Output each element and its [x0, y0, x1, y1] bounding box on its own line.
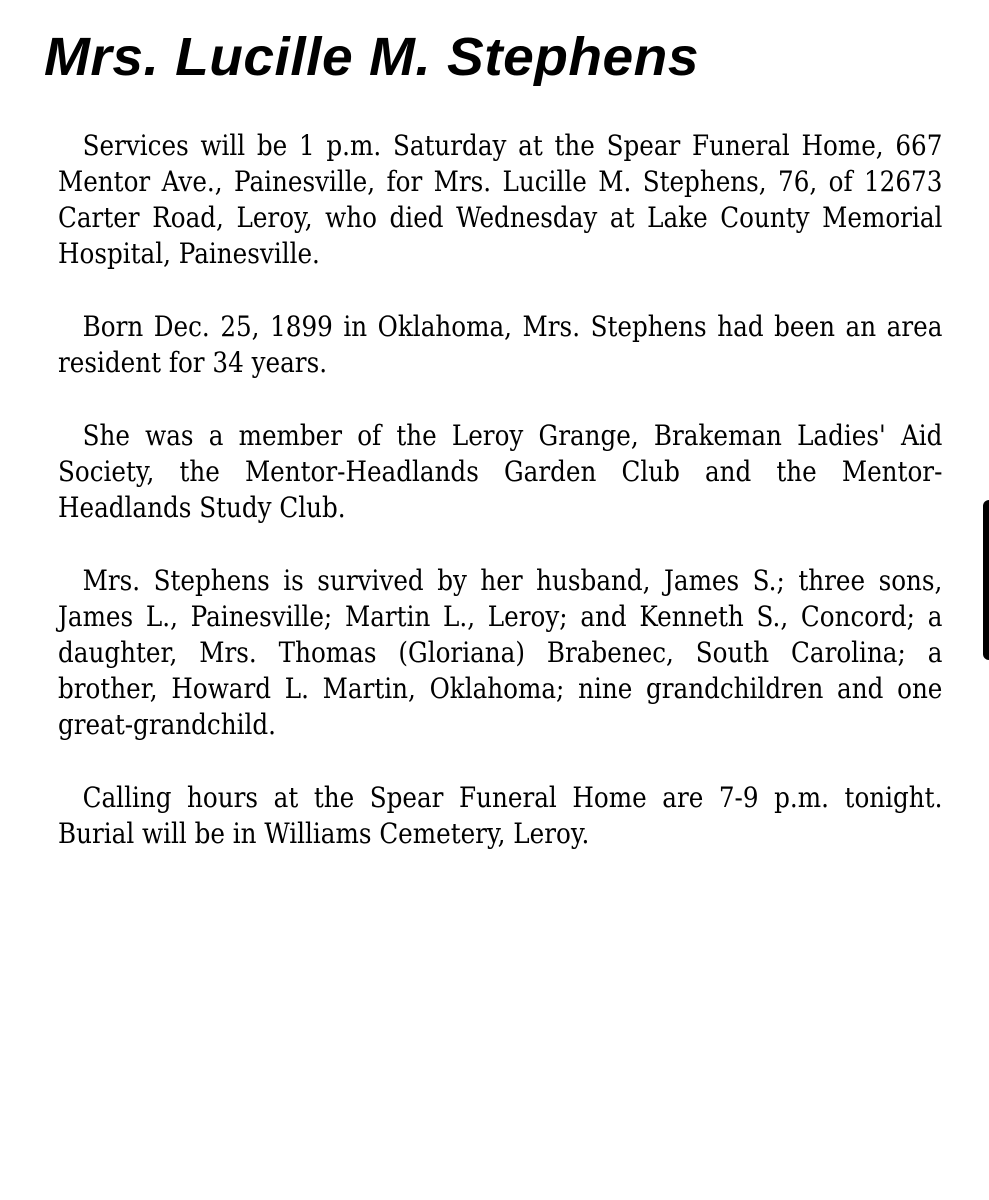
- birth-paragraph: Born Dec. 25, 1899 in Oklahoma, Mrs. Stephens had been an area resident for 34 years.: [58, 310, 943, 379]
- memberships-paragraph: She was a member of the Leroy Grange, Brakeman Ladies' Aid Society, the Mentor-Headlands Garden Club and the Mentor-Headlands Study Club.: [58, 419, 943, 524]
- obituary-headline: Mrs. Lucille M. Stephens: [44, 27, 699, 87]
- survivors-paragraph: Mrs. Stephens is survived by her husband, James S.; three sons, James L., Painesville; Martin L., Leroy; and Kenneth S., Concord; a daughter, Mrs. Thomas (Gloriana) Brabenec, South Carolina; a brother, Howard L. Martin, Oklahoma; nine grandchildren and one great-grandchild.: [58, 564, 943, 741]
- calling-hours-paragraph: Calling hours at the Spear Funeral Home are 7-9 p.m. tonight. Burial will be in Williams Cemetery, Leroy.: [58, 781, 943, 850]
- scan-edge-mark: [983, 500, 989, 660]
- obituary-body: [58, 128, 942, 889]
- services-paragraph: Services will be 1 p.m. Saturday at the Spear Funeral Home, 667 Mentor Ave., Painesville, for Mrs. Lucille M. Stephens, 76, of 12673 Carter Road, Leroy, who died Wednesday at Lake County Memorial Hospital, Painesville.: [58, 129, 943, 270]
